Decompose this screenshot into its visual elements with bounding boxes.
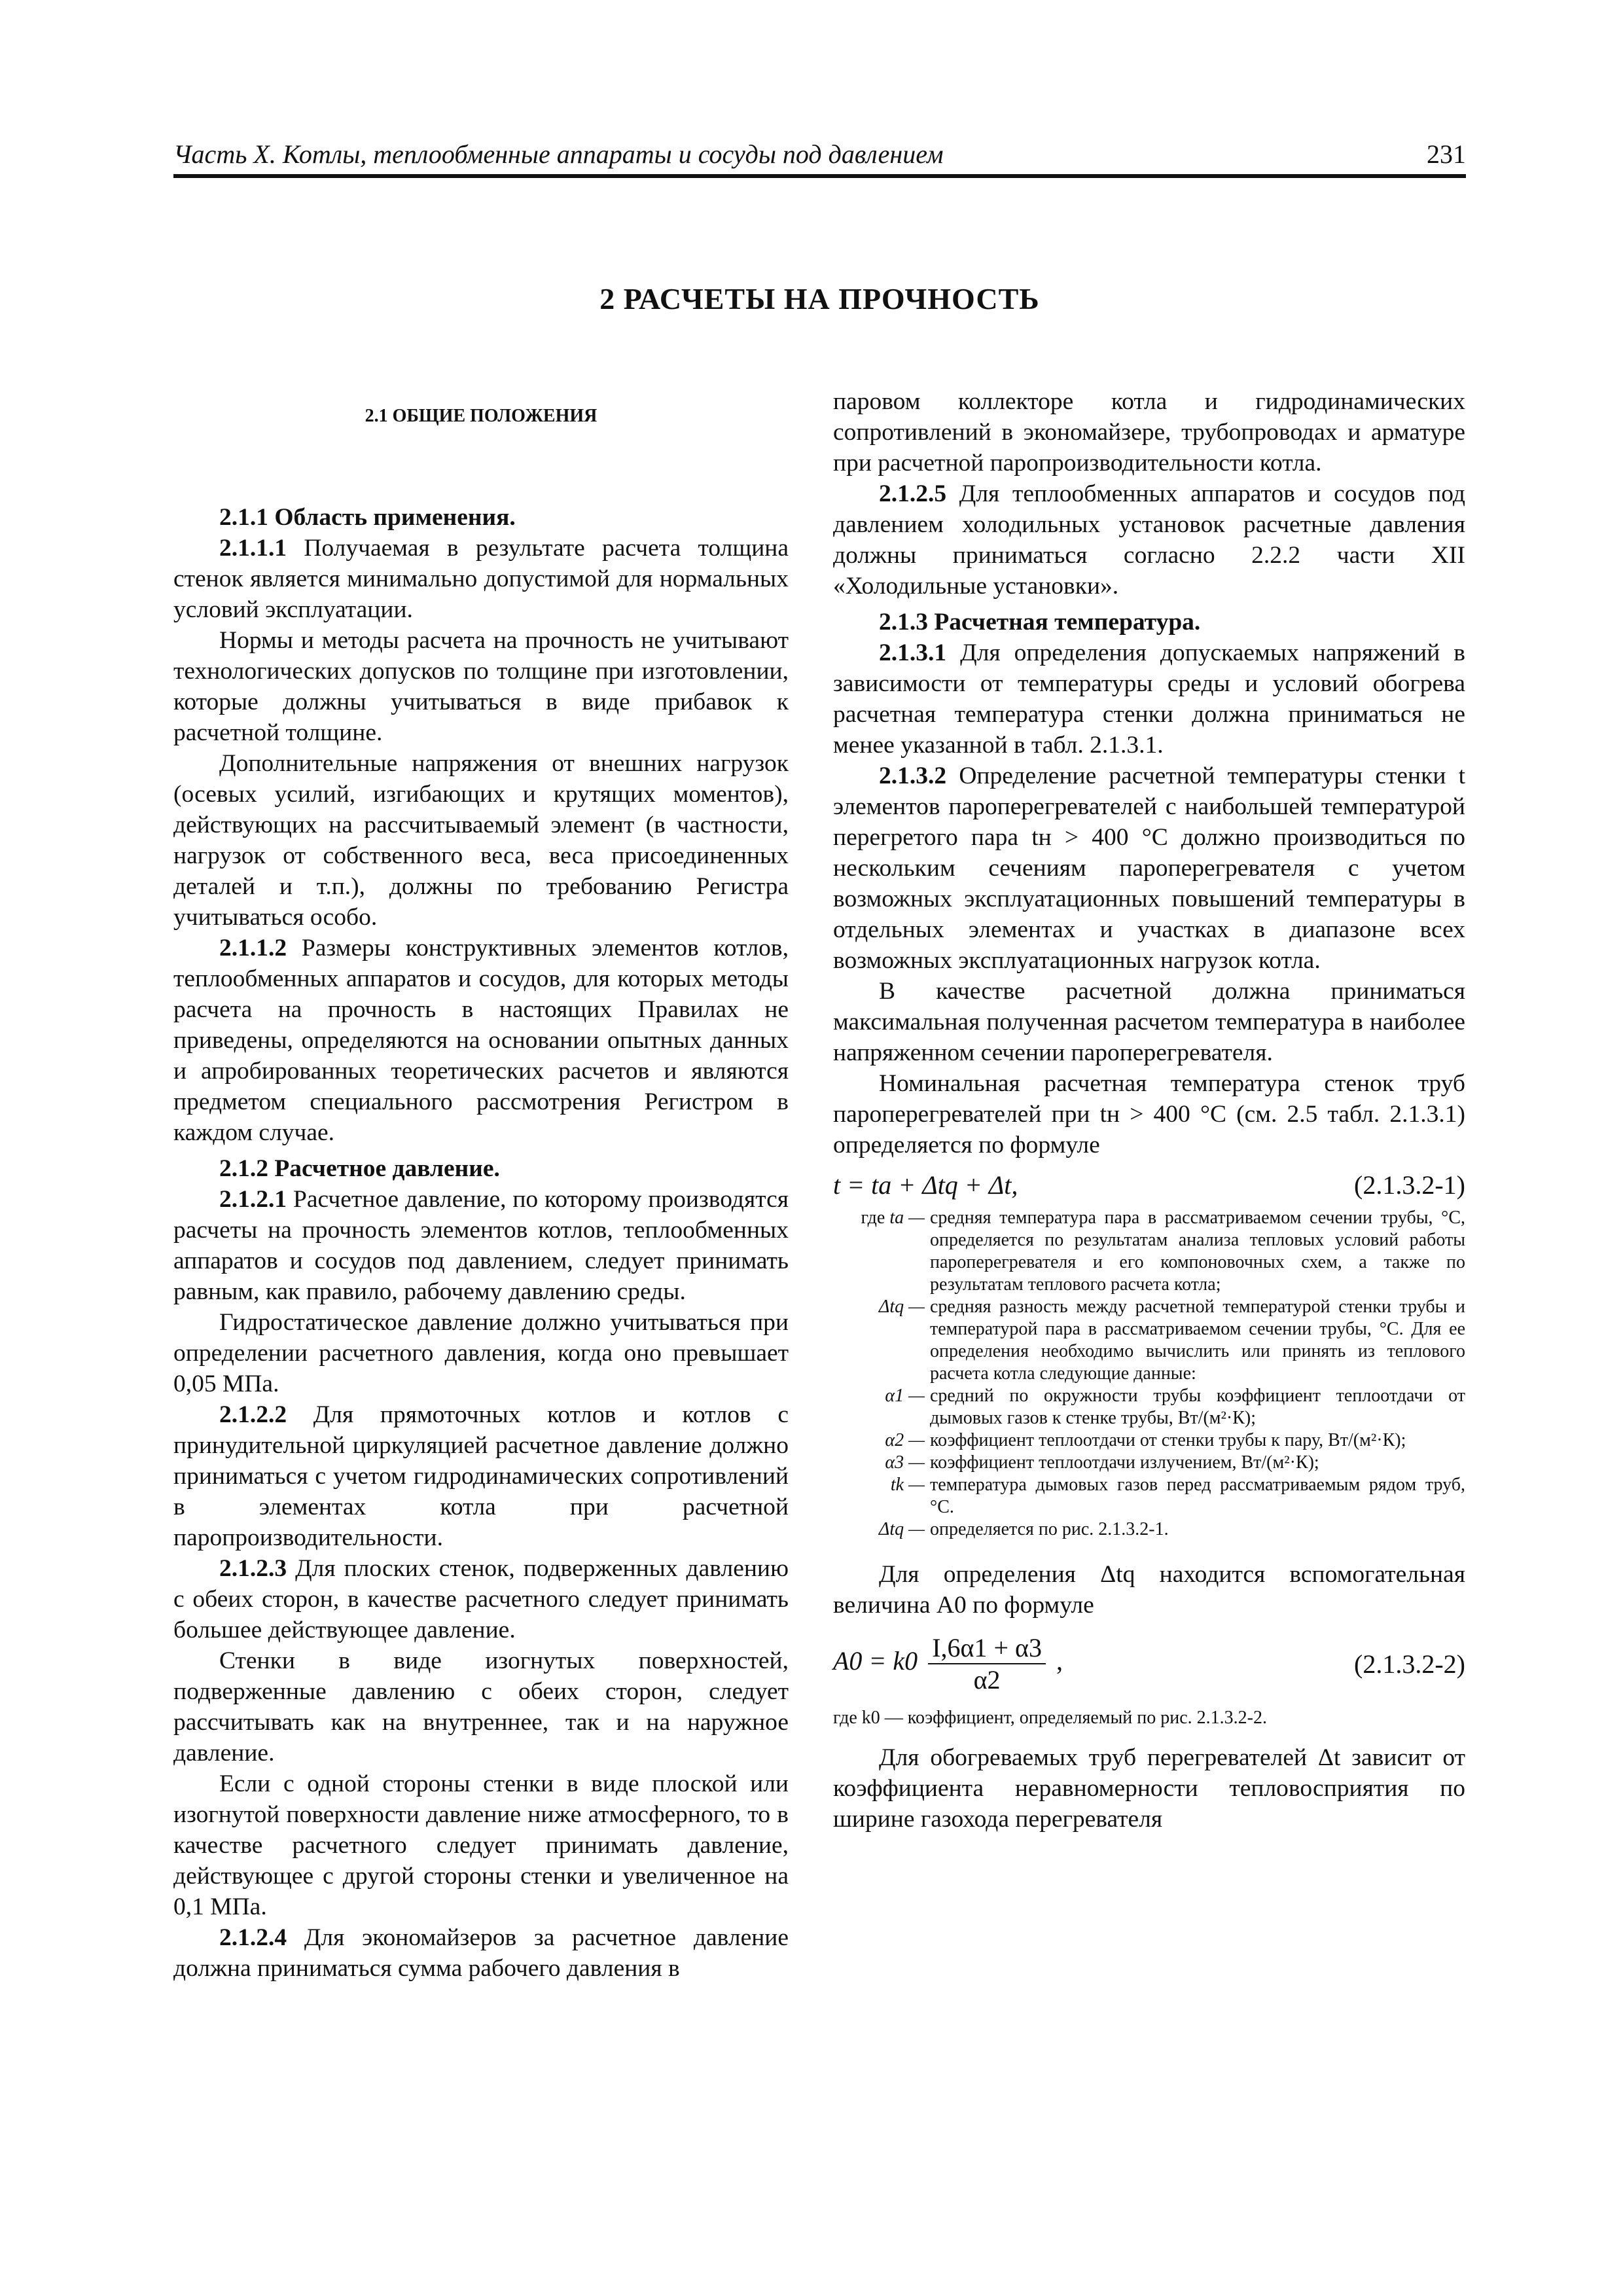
paragraph-additional-stresses: Дополнительные напряжения от внешних нагрузок (осевых усилий, изгибающих и крутящих моментов), действующих на рассчитываемый элемент (в частности, нагрузок от собственного веса, веса присоединенных деталей и т.п.), должны по требованию Регистра учитываться особо. xyxy=(173,750,789,931)
running-header xyxy=(173,136,1466,178)
paragraph-2-1-3-2 xyxy=(833,761,1465,976)
symbol: α3 — xyxy=(885,1452,925,1473)
formula-2-1-3-2-2 xyxy=(833,1632,1465,1695)
clause-number: 2.1.3.1 xyxy=(879,639,947,666)
left-column xyxy=(173,386,789,1984)
symbol-description: средний по окружности трубы коэффициент теплоотдачи от дымовых газов к стенке трубы, Вт/(м²·К); xyxy=(930,1386,1465,1428)
paragraph-continued: паровом коллекторе котла и гидродинамических сопротивлений в экономайзере, трубопроводах и арматуре при расчетной паропроизводительности котла. xyxy=(833,388,1465,476)
running-header-title: Часть X. Котлы, теплообменные аппараты и сосуды под давлением xyxy=(173,139,944,169)
clause-text: Расчетное давление, по которому производятся расчеты на прочность элементов котлов, теплообменных аппаратов и сосудов под давлением, следует принимать равным, как правило, рабочему давлению среды. xyxy=(173,1186,789,1305)
where-item xyxy=(833,1385,1465,1429)
clause-number: 2.1.2.1 xyxy=(219,1186,287,1213)
symbol-description: коэффициент теплоотдачи излучением, Вт/(м²·К); xyxy=(930,1452,1319,1473)
where-item xyxy=(833,1518,1465,1541)
clause-text: Для прямоточных котлов и котлов с принудительной циркуляцией расчетное давление должно приниматься с учетом гидродинамических сопротивлений в элементах котла при расчетной паропроизводительности. xyxy=(173,1401,789,1551)
subsection-title-2-1-1: 2.1.1 Область применения. xyxy=(219,504,516,531)
chapter-title: 2 РАСЧЕТЫ НА ПРОЧНОСТЬ xyxy=(599,282,1040,315)
clause-number: 2.1.2.4 xyxy=(219,1924,287,1951)
symbol: tk — xyxy=(890,1475,925,1495)
formula-number: (2.1.3.2-2) xyxy=(1354,1649,1465,1679)
paragraph-nominal-temperature: Номинальная расчетная температура стенок труб пароперегревателей при tн > 400 °С (см. 2.5 табл. 2.1.3.1) определяется по формуле xyxy=(833,1070,1465,1158)
symbol: Δtq — xyxy=(878,1519,925,1539)
subsection-title-2-1-3: 2.1.3 Расчетная температура. xyxy=(879,609,1201,636)
paragraph-norms: Нормы и методы расчета на прочность не учитывают технологических допусков по толщине при изготовлении, которые должны учитываться в виде прибавок к расчетной толщине. xyxy=(173,627,789,746)
paragraph-a0-intro: Для определения Δtq находится вспомогательная величина A0 по формуле xyxy=(833,1561,1465,1619)
symbol: α1 — xyxy=(885,1386,925,1406)
subsection-title-2-1-2: 2.1.2 Расчетное давление. xyxy=(219,1155,500,1182)
clause-number: 2.1.3.2 xyxy=(879,762,947,789)
clause-text: Размеры конструктивных элементов котлов, теплообменных аппаратов и сосудов, для которых методы расчета на прочность в настоящих Правилах не приведены, определяются на основании опытных данных и апробированных теоретических расчетов и являются предметом специального рассмотрения Регистром в каждом случае. xyxy=(173,935,789,1146)
paragraph-curved-walls: Стенки в виде изогнутых поверхностей, подверженные давлению с обеих сторон, следует рассчитывать как на внутреннее, так и на наружное давление. xyxy=(173,1647,789,1767)
clause-number: 2.1.2.5 xyxy=(879,480,947,507)
clause-number: 2.1.2.3 xyxy=(219,1555,287,1582)
paragraph-atmospheric: Если с одной стороны стенки в виде плоской или изогнутой поверхности давление ниже атмосферного, то в качестве расчетного следует принимать давление, действующее с другой стороны стенки и увеличенное на 0,1 МПа. xyxy=(173,1770,789,1920)
page-number: 231 xyxy=(1427,139,1466,169)
section-title: 2.1 ОБЩИЕ ПОЛОЖЕНИЯ xyxy=(365,406,597,426)
where-item xyxy=(833,1207,1465,1296)
clause-number: 2.1.1.2 xyxy=(219,935,287,961)
clause-number: 2.1.1.1 xyxy=(219,535,287,562)
clause-text: Для теплообменных аппаратов и сосудов под давлением холодильных установок расчетные давления должны приниматься согласно 2.2.2 части XII «Холодильные установки». xyxy=(833,480,1465,600)
symbol: tа — xyxy=(889,1208,925,1228)
clause-text: Для экономайзеров за расчетное давление должна приниматься сумма рабочего давления в xyxy=(173,1924,789,1982)
formula-expression: t = tа + Δtq + Δt, xyxy=(833,1170,1018,1200)
clause-text: Определение расчетной температуры стенки t элементов пароперегревателей с наибольшей температурой перегретого пара tн > 400 °С должно производиться по нескольким сечениям пароперегревателя с учетом возможных эксплуатационных повышений температуры в отдельных элементах и участках в диапазоне всех возможных эксплуатационных нагрузок котла. xyxy=(833,762,1465,974)
where-item xyxy=(833,1452,1465,1474)
formula-lhs: A0 = k0 xyxy=(833,1646,918,1676)
where-k0: где k0 — коэффициент, определяемый по рис. 2.1.3.2-2. xyxy=(833,1708,1267,1728)
clause-text: Для определения допускаемых напряжений в зависимости от температуры среды и условий обогрева расчетная температура стенки должна приниматься не менее указанной в табл. 2.1.3.1. xyxy=(833,639,1465,759)
paragraph-2-1-2-3 xyxy=(173,1553,789,1645)
paragraph-2-1-2-5 xyxy=(833,478,1465,601)
formula-fraction xyxy=(928,1632,1046,1695)
symbol-description: средняя разность между расчетной температурой стенки трубы и температурой пара в рассматриваемом сечении трубы, °С. Для ее определения необходимо вычислить или принять из теплового расчета котла следующие данные: xyxy=(930,1297,1465,1384)
paragraph-2-1-1-1 xyxy=(173,533,789,625)
where-item xyxy=(833,1474,1465,1518)
clause-text: Для плоских стенок, подверженных давлению с обеих сторон, в качестве расчетного следует принимать большее действующее давление. xyxy=(173,1555,789,1643)
fraction-denominator: α2 xyxy=(973,1665,1001,1695)
right-column xyxy=(833,386,1465,1835)
paragraph-2-1-2-1 xyxy=(173,1184,789,1307)
formula-number: (2.1.3.2-1) xyxy=(1354,1170,1465,1200)
paragraph-max-temperature: В качестве расчетной должна приниматься максимальная полученная расчетом температура в наиболее напряженном сечении пароперегревателя. xyxy=(833,978,1465,1066)
symbol-description: коэффициент теплоотдачи от стенки трубы к пару, Вт/(м²·К); xyxy=(930,1430,1406,1450)
clause-text: Получаемая в результате расчета толщина стенок является минимально допустимой для нормальных условий эксплуатации. xyxy=(173,535,789,623)
where-word: где xyxy=(861,1208,885,1228)
symbol: α2 — xyxy=(885,1430,925,1450)
symbol-description: температура дымовых газов перед рассматриваемым рядом труб, °С. xyxy=(930,1475,1465,1517)
clause-number: 2.1.2.2 xyxy=(219,1401,287,1428)
formula-tail: , xyxy=(1056,1646,1063,1676)
paragraph-hydrostatic: Гидростатическое давление должно учитываться при определении расчетного давления, когда оно превышает 0,05 МПа. xyxy=(173,1309,789,1397)
where-item xyxy=(833,1429,1465,1452)
where-list xyxy=(833,1207,1465,1541)
paragraph-2-1-2-2 xyxy=(173,1399,789,1553)
paragraph-heated-tubes: Для обогреваемых труб перегревателей Δt зависит от коэффициента неравномерности тепловосприятия по ширине газохода перегревателя xyxy=(833,1744,1465,1833)
paragraph-2-1-3-1 xyxy=(833,637,1465,761)
paragraph-2-1-1-2 xyxy=(173,933,789,1148)
formula-2-1-3-2-1 xyxy=(833,1170,1465,1200)
where-item xyxy=(833,1296,1465,1385)
symbol-description: средняя температура пара в рассматриваемом сечении трубы, °С, определяется по результатам анализа тепловых условий работы пароперегревателя и его компоновочных схем, а также по результатам теплового расчета котла; xyxy=(930,1208,1465,1295)
fraction-numerator: I,6α1 + α3 xyxy=(928,1632,1046,1664)
symbol: Δtq — xyxy=(878,1297,925,1317)
symbol-description: определяется по рис. 2.1.3.2-1. xyxy=(930,1519,1169,1539)
paragraph-2-1-2-4 xyxy=(173,1922,789,1984)
